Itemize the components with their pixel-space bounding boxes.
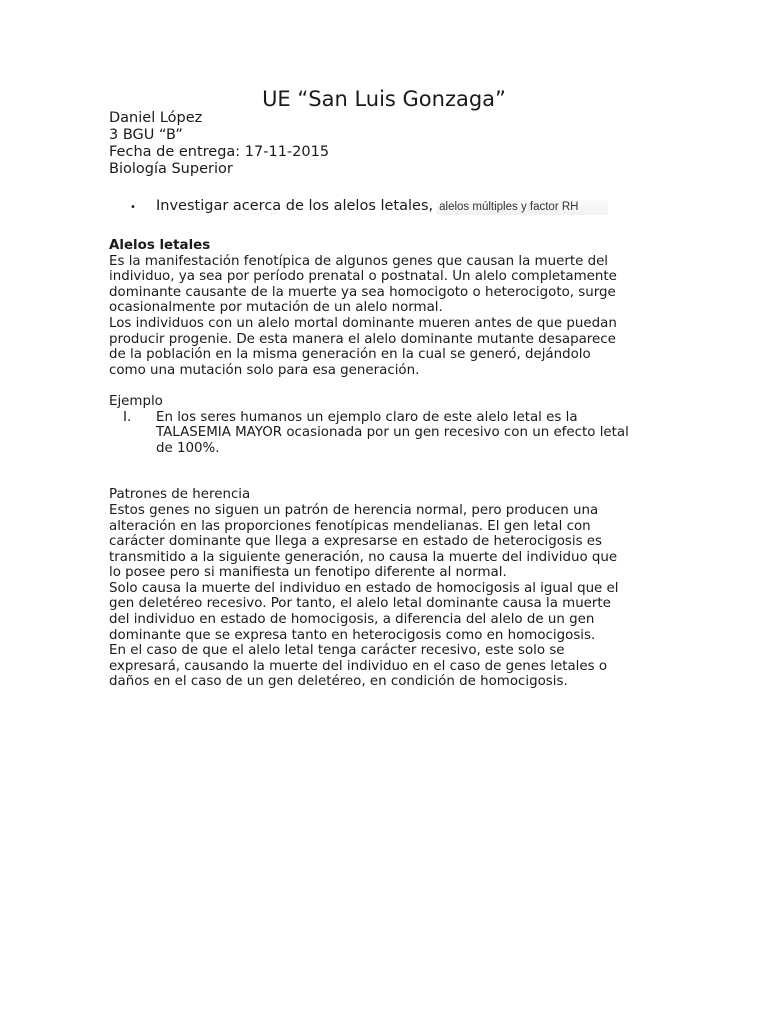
bullet-icon: •: [130, 202, 136, 213]
subject-label: Biología Superior: [109, 161, 233, 177]
section-heading-patrones: Patrones de herencia: [109, 487, 251, 503]
student-name: Daniel López: [109, 110, 203, 126]
paragraph-line: dominante causante de la muerte ya sea homocigoto o heterocigoto, surge: [109, 284, 616, 300]
paragraph-line: transmitido a la siguiente generación, no causa la muerte del individuo que: [109, 549, 618, 565]
paragraph-line: Los individuos con un alelo mortal dominante mueren antes de que puedan: [109, 315, 617, 331]
paragraph-line: de la población en la misma generación en la cual se generó, dejándolo: [109, 347, 591, 363]
list-number: I.: [123, 409, 132, 425]
task-text: Investigar acerca de los alelos letales,: [156, 198, 434, 214]
paragraph-line: producir progenie. De esta manera el alelo dominante mutante desaparece: [109, 331, 616, 347]
paragraph-line: En el caso de que el alelo letal tenga carácter recesivo, este solo se: [109, 643, 565, 659]
section-heading-alelos-letales: Alelos letales: [109, 238, 211, 253]
list-item-line: TALASEMIA MAYOR ocasionada por un gen recesivo con un efecto letal: [156, 425, 629, 441]
paragraph-line: ocasionalmente por mutación de un alelo normal.: [109, 300, 443, 316]
numbered-list-item: [109, 410, 669, 457]
due-date: Fecha de entrega: 17-11-2015: [109, 144, 330, 160]
paragraph-line: gen deletéreo recesivo. Por tanto, el alelo letal dominante causa la muerte: [109, 596, 611, 612]
blank-line: [109, 456, 669, 487]
paragraph-line: dominante que se expresa tanto en heterocigosis como en homocigosis.: [109, 627, 596, 643]
example-heading: Ejemplo: [109, 393, 163, 409]
paragraph-line: daños en el caso de un gen deletéreo, en condición de homocigosis.: [109, 674, 568, 690]
document-title: UE “San Luis Gonzaga”: [262, 87, 506, 111]
paragraph-line: lo posee pero si manifiesta un fenotipo diferente al normal.: [109, 565, 507, 581]
paragraph-line: carácter dominante que llega a expresarse en estado de heterocigosis es: [109, 534, 603, 550]
header-block: [109, 110, 669, 178]
paragraph-line: Solo causa la muerte del individuo en estado de homocigosis al igual que el: [109, 580, 619, 596]
list-item-text: [156, 410, 629, 457]
paragraph-line: Es la manifestación fenotípica de algunos genes que causan la muerte del: [109, 253, 609, 269]
task-text-pasted: alelos múltiples y factor RH: [437, 200, 608, 215]
paragraph-line: Estos genes no siguen un patrón de herencia normal, pero producen una: [109, 502, 599, 518]
paragraph-line: alteración en las proporciones fenotípicas mendelianas. El gen letal con: [109, 518, 591, 534]
task-bullet-item: [130, 196, 670, 216]
list-item-line: En los seres humanos un ejemplo claro de este alelo letal es la: [156, 409, 578, 425]
list-item-line: de 100%.: [156, 440, 220, 456]
blank-line: [109, 378, 669, 394]
document-body: [109, 238, 669, 690]
paragraph-line: como una mutación solo para esa generación.: [109, 362, 420, 378]
paragraph-line: individuo, ya sea por período prenatal o postnatal. Un alelo completamente: [109, 269, 617, 285]
paragraph-line: expresará, causando la muerte del individuo en el caso de genes letales o: [109, 658, 608, 674]
course-label: 3 BGU “B”: [109, 127, 183, 143]
paragraph-line: del individuo en estado de homocigosis, a diferencia del alelo de un gen: [109, 612, 595, 628]
